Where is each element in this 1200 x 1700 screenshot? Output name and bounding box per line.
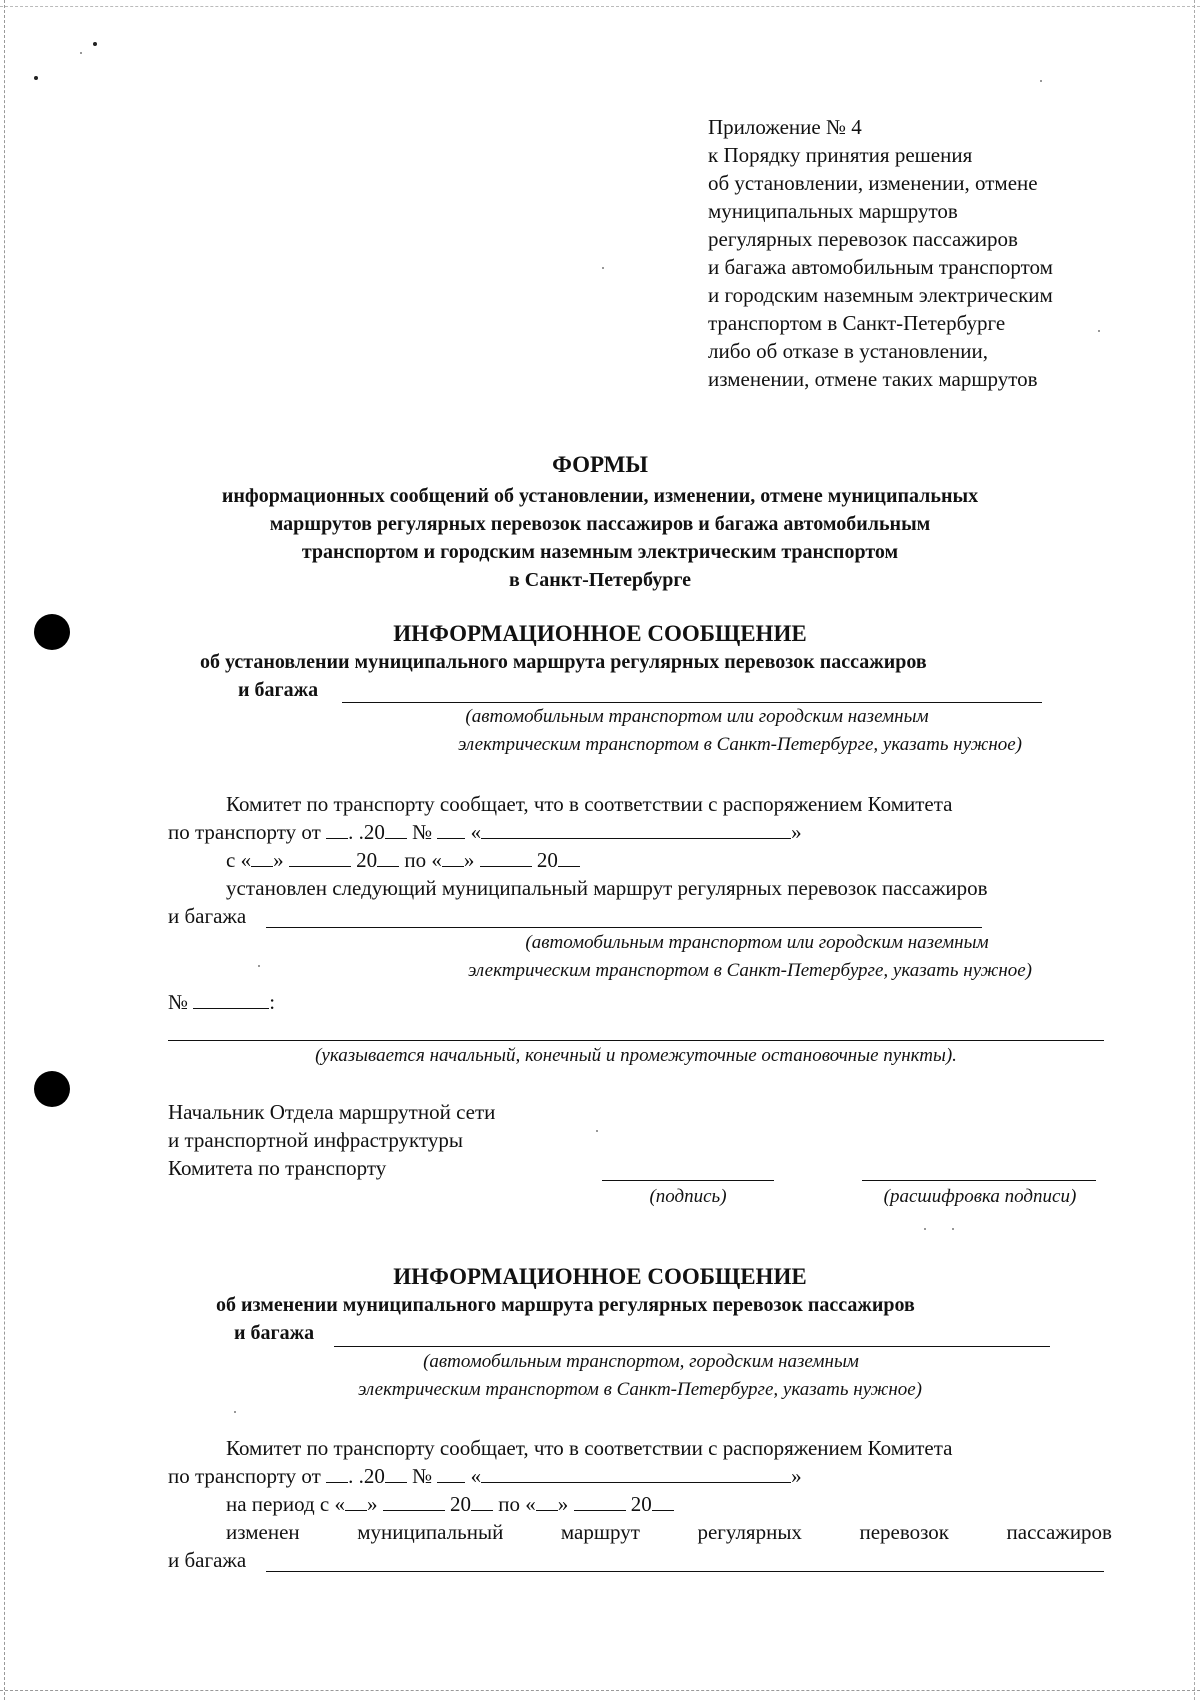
msg2-subheading-line2: и багажа — [234, 1322, 315, 1344]
msg1-para1-line3-b: » — [273, 848, 284, 872]
msg1-heading: ИНФОРМАЦИОННОЕ СООБЩЕНИЕ — [393, 621, 807, 646]
appendix-line: изменении, отмене таких маршрутов — [708, 367, 1038, 391]
signature-decoding-blank — [862, 1180, 1096, 1181]
msg1-para1-line3-f: 20 — [536, 848, 558, 872]
msg2-para2-word: пассажиров — [1006, 1520, 1112, 1544]
scan-speck — [952, 1228, 954, 1230]
page-edge-top — [0, 6, 1200, 8]
msg2-heading: ИНФОРМАЦИОННОЕ СООБЩЕНИЕ — [393, 1264, 807, 1289]
appendix-line: и городским наземным электрическим — [708, 283, 1053, 307]
msg2-para1-line1: Комитет по транспорту сообщает, что в соответствии с распоряжением Комитета — [226, 1436, 953, 1460]
scan-dot — [93, 42, 97, 46]
date-year-blank — [385, 1464, 407, 1483]
msg2-para2-word: изменен — [226, 1520, 300, 1544]
msg1-stops-blank — [168, 1040, 1104, 1041]
msg2-transport-blank — [334, 1346, 1050, 1347]
order-number-blank — [437, 1464, 465, 1483]
period-start-day-blank — [345, 1492, 367, 1511]
msg1-para1-line2-b: . .20 — [348, 820, 385, 844]
page-edge-left — [4, 0, 6, 1700]
order-number-blank — [437, 820, 465, 839]
msg2-para1-line3-f: 20 — [630, 1492, 652, 1516]
msg2-para1-line3-d: по « — [498, 1492, 536, 1516]
appendix-line: и багажа автомобильным транспортом — [708, 255, 1053, 279]
msg2-para1-line3 — [226, 1492, 674, 1517]
page-edge-bottom — [0, 1690, 1200, 1692]
msg2-subheading: об изменении муниципального маршрута регулярных перевозок пассажиров — [216, 1294, 915, 1316]
msg1-subheading-line2: и багажа — [238, 679, 319, 701]
msg2-para2-word: регулярных — [697, 1520, 802, 1544]
date-day-blank — [326, 1464, 348, 1483]
period-end-year-blank — [652, 1492, 674, 1511]
msg2-para1-line3-e: » — [557, 1492, 569, 1516]
msg1-hint2-line2: электрическим транспортом в Санкт-Петербурге, указать нужное) — [467, 960, 1033, 981]
scan-speck — [1098, 330, 1100, 332]
forms-subtitle-line: маршрутов регулярных перевозок пассажиров и багажа автомобильным — [269, 513, 931, 535]
period-end-month-blank — [480, 848, 532, 867]
msg1-signer-line1: Начальник Отдела маршрутной сети — [168, 1100, 496, 1124]
msg1-signer-line2: и транспортной инфраструктуры — [168, 1128, 463, 1152]
msg1-para1-line3-c: 20 — [356, 848, 378, 872]
scan-speck — [602, 267, 604, 269]
msg1-para1-line2-e: » — [791, 820, 802, 844]
msg2-para1-line3-a: на период с « — [226, 1492, 346, 1516]
signature-blank — [602, 1180, 774, 1181]
route-number-blank — [193, 990, 269, 1009]
period-end-day-blank — [536, 1492, 558, 1511]
msg1-stops-hint: (указывается начальный, конечный и промежуточные остановочные пункты). — [315, 1045, 957, 1066]
appendix-line: муниципальных маршрутов — [708, 199, 958, 223]
forms-subtitle-line: информационных сообщений об установлении, изменении, отмене муниципальных — [221, 485, 979, 507]
forms-subtitle — [0, 482, 1200, 594]
msg1-signer-line3: Комитета по транспорту — [168, 1156, 387, 1180]
period-end-year-blank — [558, 848, 580, 867]
msg1-para2-line2: и багажа — [168, 904, 247, 928]
appendix-note — [708, 113, 1053, 393]
scan-speck — [234, 1411, 236, 1413]
forms-subtitle-line: в Санкт-Петербурге — [508, 569, 692, 591]
msg1-para1-line3-e: » — [463, 848, 475, 872]
msg1-para2-line1: установлен следующий муниципальный маршрут регулярных перевозок пассажиров — [226, 876, 988, 900]
period-end-month-blank — [574, 1492, 626, 1511]
signature-label: (подпись) — [649, 1186, 727, 1207]
order-title-blank — [481, 1464, 791, 1483]
scan-speck — [80, 52, 82, 54]
msg2-para2-word: перевозок — [859, 1520, 949, 1544]
period-end-day-blank — [442, 848, 464, 867]
scan-dot — [34, 76, 38, 80]
signature-decoding-label: (расшифровка подписи) — [883, 1186, 1077, 1207]
msg1-number-colon: : — [269, 990, 276, 1014]
msg1-number-row — [168, 990, 275, 1015]
msg2-para2-word: муниципальный — [357, 1520, 504, 1544]
forms-title: ФОРМЫ — [552, 452, 648, 477]
msg1-number-label: № — [168, 990, 189, 1014]
period-start-year-blank — [471, 1492, 493, 1511]
msg1-hint1-line1: (автомобильным транспортом или городским наземным — [465, 706, 929, 727]
msg2-para1-line2-c: № — [412, 1464, 433, 1488]
appendix-line: регулярных перевозок пассажиров — [708, 227, 1018, 251]
page-edge-right — [1194, 0, 1196, 1700]
msg2-para2-line1 — [226, 1520, 1112, 1545]
period-start-year-blank — [377, 848, 399, 867]
msg1-para1-line3-a: с « — [226, 848, 252, 872]
appendix-line: либо об отказе в установлении, — [708, 339, 988, 363]
punch-hole-bottom — [34, 1071, 70, 1107]
scan-speck — [258, 965, 260, 967]
date-day-blank — [326, 820, 348, 839]
forms-subtitle-line: транспортом и городским наземным электрическим транспортом — [301, 541, 899, 563]
msg1-para1-line1: Комитет по транспорту сообщает, что в соответствии с распоряжением Комитета — [226, 792, 953, 816]
msg2-para1-line2-b: . .20 — [348, 1464, 385, 1488]
msg2-para1-line2-d: « — [470, 1464, 482, 1488]
appendix-line: к Порядку принятия решения — [708, 143, 973, 167]
period-start-month-blank — [383, 1492, 445, 1511]
msg1-transport-blank — [342, 702, 1042, 703]
scan-speck — [596, 1130, 598, 1132]
msg2-para1-line2-e: » — [791, 1464, 802, 1488]
msg1-hint1-line2: электрическим транспортом в Санкт-Петербурге, указать нужное) — [457, 734, 1023, 755]
msg1-transport-blank-2 — [266, 927, 982, 928]
msg2-hint-line1: (автомобильным транспортом, городским наземным — [423, 1351, 859, 1372]
msg2-para2-word: маршрут — [560, 1520, 640, 1544]
msg2-para1-line2-a: по транспорту от — [168, 1464, 321, 1488]
msg1-para1-line2-c: № — [412, 820, 433, 844]
order-title-blank — [481, 820, 791, 839]
appendix-line: Приложение № 4 — [708, 115, 862, 139]
appendix-line: об установлении, изменении, отмене — [708, 171, 1038, 195]
msg2-transport-blank-2 — [266, 1571, 1104, 1572]
msg2-hint-line2: электрическим транспортом в Санкт-Петербурге, указать нужное) — [357, 1379, 923, 1400]
msg2-para1-line2 — [168, 1464, 802, 1489]
scan-speck — [924, 1228, 926, 1230]
period-start-month-blank — [289, 848, 351, 867]
date-year-blank — [385, 820, 407, 839]
period-start-day-blank — [251, 848, 273, 867]
msg1-para1-line3-d: по « — [404, 848, 442, 872]
msg2-para1-line3-c: 20 — [450, 1492, 472, 1516]
msg1-para1-line2 — [168, 820, 802, 845]
msg1-para1-line3 — [226, 848, 580, 873]
msg2-para1-line3-b: » — [367, 1492, 378, 1516]
msg1-para1-line2-a: по транспорту от — [168, 820, 321, 844]
msg1-para1-line2-d: « — [470, 820, 482, 844]
msg1-subheading: об установлении муниципального маршрута регулярных перевозок пассажиров — [200, 651, 927, 673]
msg2-para2-line2: и багажа — [168, 1548, 247, 1572]
msg1-hint2-line1: (автомобильным транспортом или городским наземным — [525, 932, 989, 953]
scan-speck — [1040, 80, 1042, 82]
appendix-line: транспортом в Санкт-Петербурге — [708, 311, 1006, 335]
